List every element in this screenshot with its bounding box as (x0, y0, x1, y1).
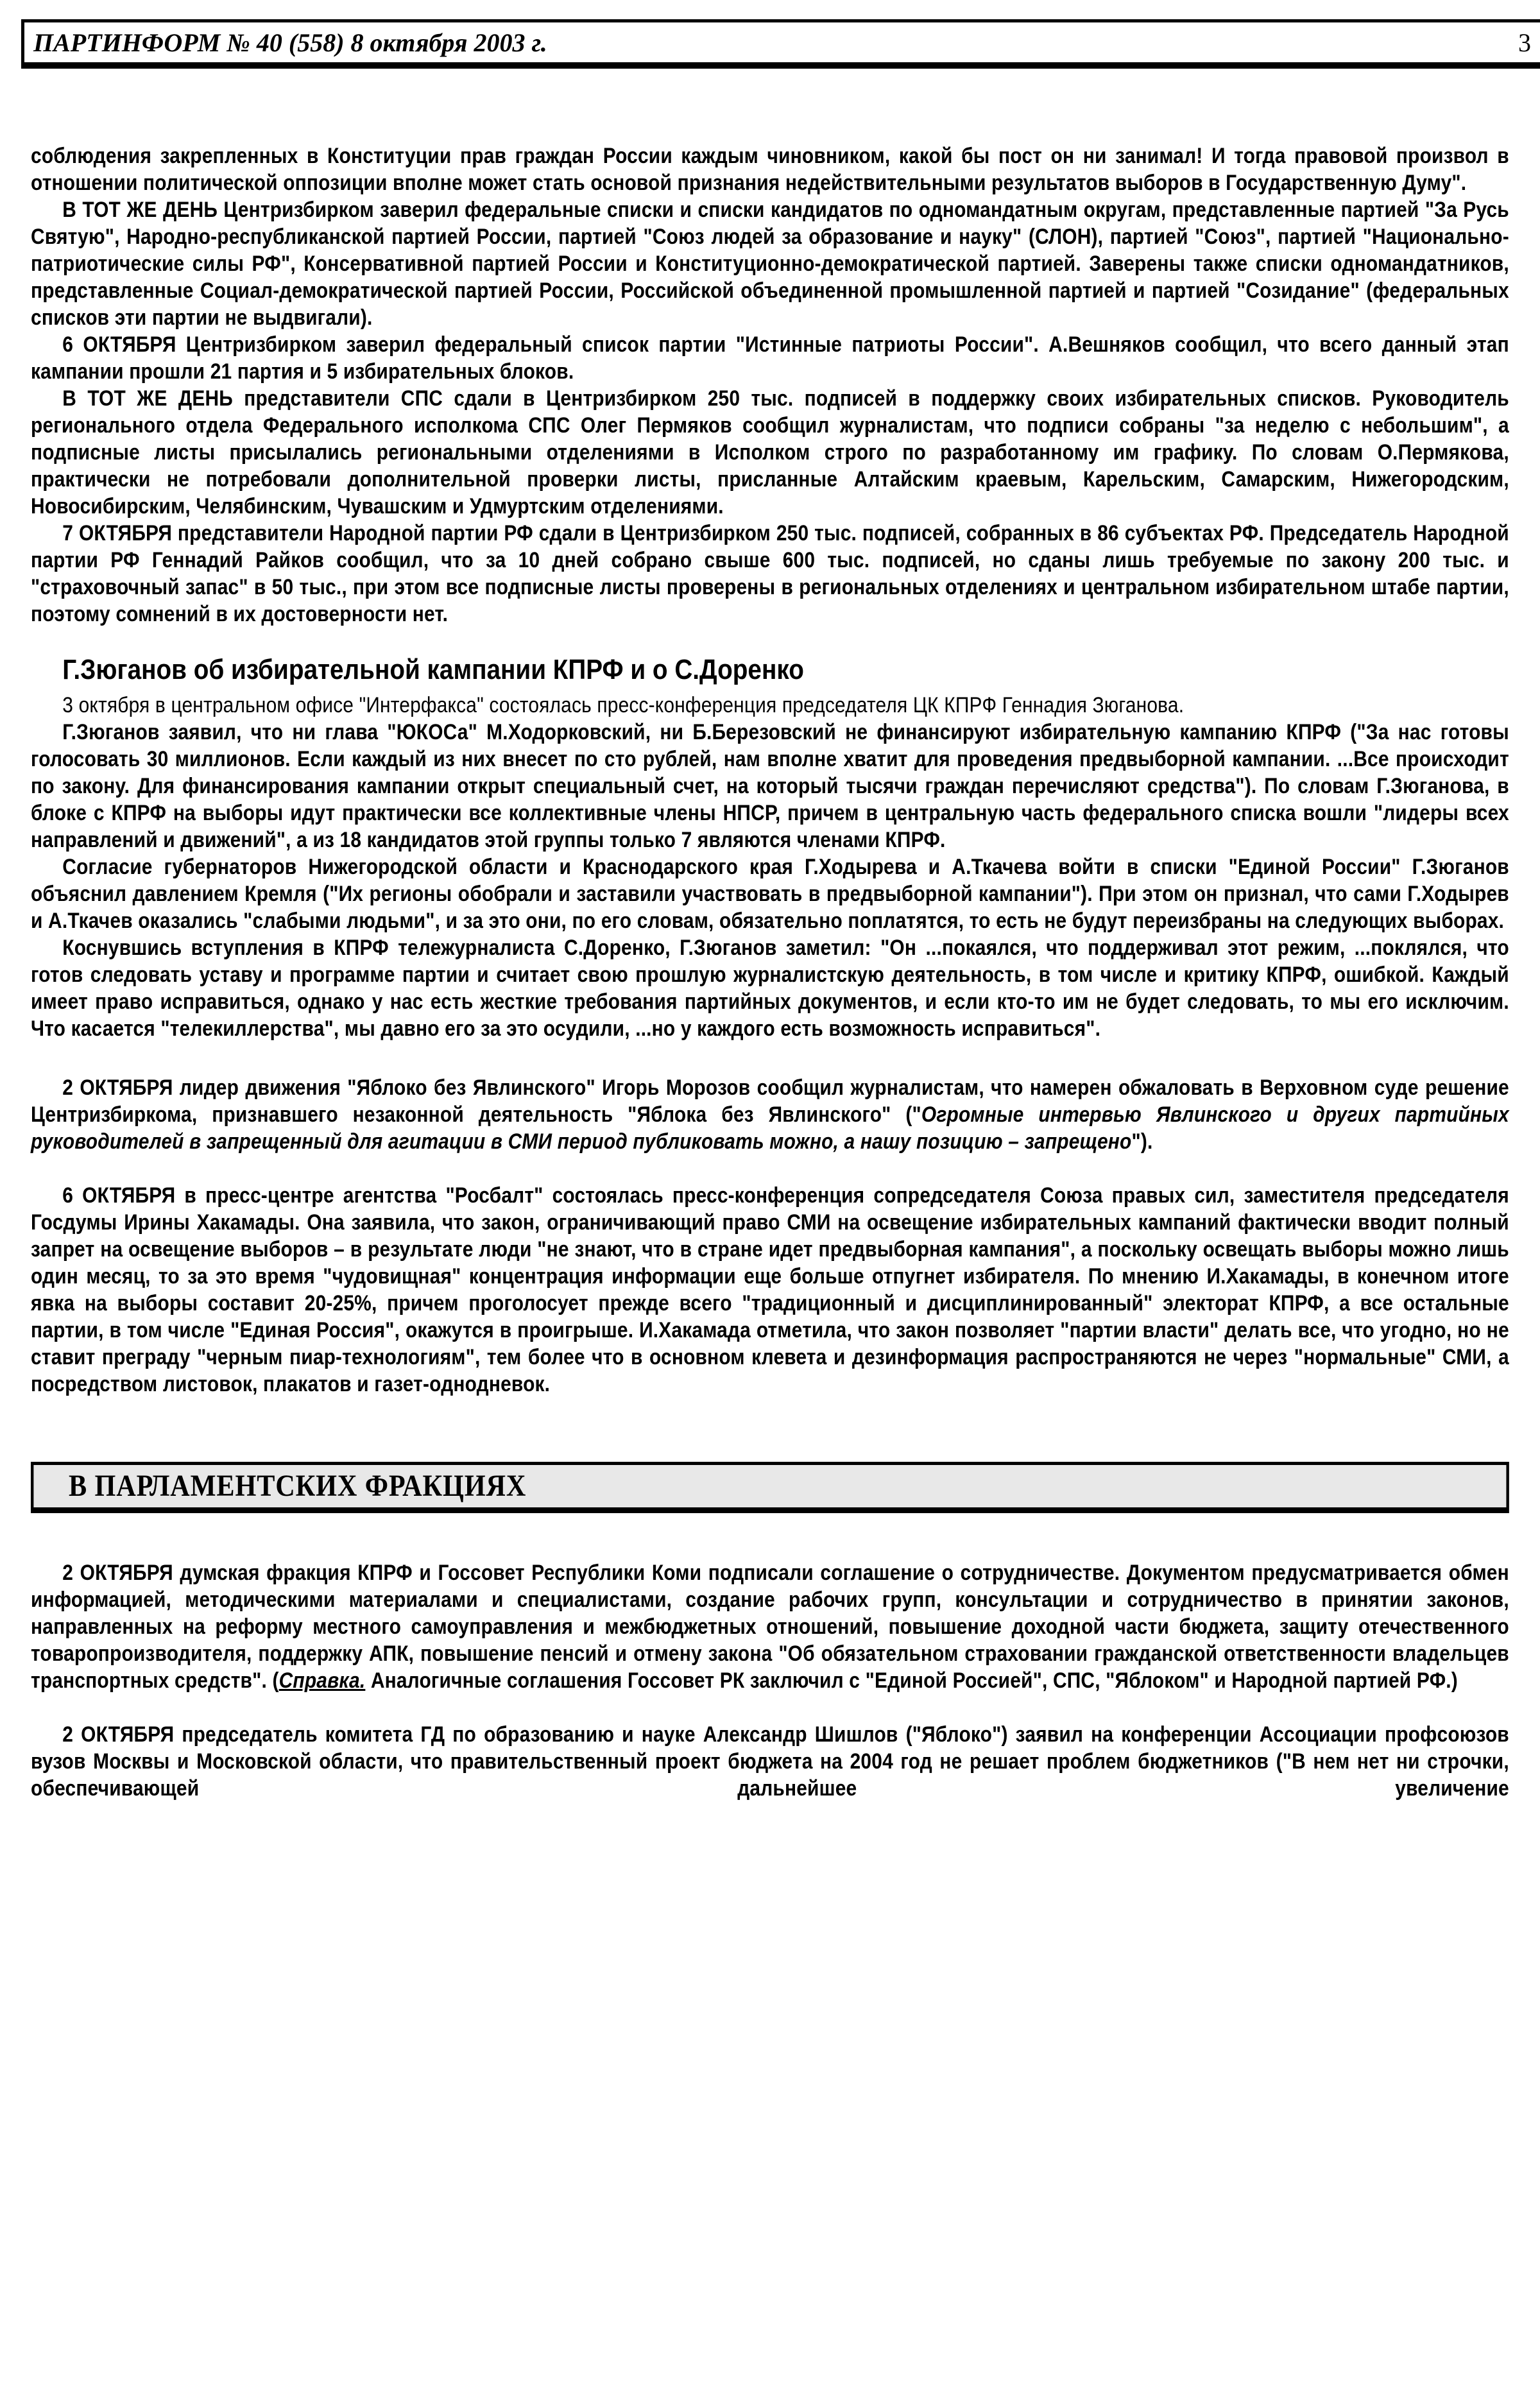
paragraph-kprf-komi (31, 1559, 1509, 1694)
yabloko-quote: Огромные интервью Явлинского и других партийных руководителей в запрещенный для агитации в СМИ период публиковать можно, а нашу позицию – запрещено (31, 1102, 1509, 1154)
yabloko-suffix: "). (1131, 1129, 1153, 1154)
page-number: 3 (1518, 28, 1531, 57)
paragraph-cec-lists: В ТОТ ЖЕ ДЕНЬ Центризбирком заверил федеральные списки и списки кандидатов по одномандатным округам, представленные партией "За Русь Святую", Народно-республиканской партией России, партией "Союз людей за образование и науку" (СЛОН), партией "Союз", партией "Национально-патриотические силы РФ", Консервативной партией России и Конституционно-демократической партией. Заверены также списки одномандатников, представленные Социал-демократической партией России, Российской объединенной промышленной партией и партией "Созидание" (федеральных списков эти партии не выдвигали). (31, 198, 1509, 330)
article-heading-zyuganov: Г.Зюганов об избирательной кампании КПРФ и о С.Доренко (62, 654, 804, 685)
paragraph-sps-signatures: В ТОТ ЖЕ ДЕНЬ представители СПС сдали в Центризбирком 250 тыс. подписей в поддержку своих избирательных списков. Руководитель регионального отдела Федерального исполкома СПС Олег Пермяков сообщил журналистам, что подписи собраны "за неделю с небольшим", а подписные листы присылались региональными отделениями в Исполком строго по разработанному им графику. По словам О.Пермякова, практически не потребовали дополнительной проверки листы, присланные Алтайским краевым, Карельским, Самарским, Нижегородским, Новосибирским, Челябинским, Чувашским и Удмуртским отделениями. (31, 386, 1509, 518)
paragraph-yabloko-morozov (31, 1074, 1509, 1155)
paragraph-true-patriots: 6 ОКТЯБРЯ Центризбирком заверил федеральный список партии "Истинные патриоты России". А.Вешняков сообщил, что всего данный этап кампании прошли 21 партия и 5 избирательных блоков. (31, 332, 1509, 384)
paragraph-zyuganov-lead: 3 октября в центральном офисе "Интерфакса" состоялась пресс-конференция председателя ЦК КПРФ Геннадия Зюганова. (62, 693, 1185, 717)
paragraph-zyuganov-dorenko: Коснувшись вступления в КПРФ тележурналиста С.Доренко, Г.Зюганов заметил: "Он ...покаялся, что поддерживал этот режим, ...поклялся, что готов следовать уставу и программе партии и считает свою прошлую журналистскую деятельность, в том числе и критику КПРФ, ошибкой. Каждый имеет право исправиться, однако у нас есть жесткие требования партийных документов, и если кто-то им не будет следовать, то мы его исключим. Что касается "телекиллерства", мы давно его за это осудили, ...но у каждого есть возможность исправиться". (31, 936, 1509, 1041)
page-header (21, 19, 1540, 69)
paragraph-peoples-party-signatures: 7 ОКТЯБРЯ представители Народной партии РФ сдали в Центризбирком 250 тыс. подписей, собранных в 86 субъектах РФ. Председатель Народной партии РФ Геннадий Райков сообщил, что за 10 дней собрано свыше 600 тыс. подписей, но сданы лишь требуемые по закону 200 тыс. и "страховочный запас" в 50 тыс., при этом все подписные листы проверены в региональных отделениях и центральном избирательном штабе партии, поэтому сомнений в их достоверности нет. (31, 521, 1509, 626)
paragraph-continuation: соблюдения закрепленных в Конституции прав граждан России каждым чиновником, какой бы пост он ни занимал! И тогда правовой произвол в отношении политической оппозиции вполне может стать основой признания недействительными результатов выборов в Государственную Думу". (31, 144, 1509, 195)
kprf-komi-suffix: Аналогичные соглашения Госсовет РК заключил с "Единой Россией", СПС, "Яблоком" и Народной партией РФ.) (365, 1668, 1458, 1693)
paragraph-zyuganov-financing: Г.Зюганов заявил, что ни глава "ЮКОСа" М.Ходорковский, ни Б.Березовский не финансируют избирательную кампанию КПРФ ("За нас готовы голосовать 30 миллионов. Если каждый из них внесет по сто рублей, нам вполне хватит для проведения предвыборной кампании. ...Все происходит по закону. Для финансирования кампании открыт специальный счет, на который тысячи граждан перечисляют средства"). По словам Г.Зюганова, в блоке с КПРФ на выборы идут практически все коллективные члены НПСР, причем в центральную часть федерального списка вошли "лидеры всех направлений и движений", а из 18 кандидатов этой группы только 7 являются членами КПРФ. (31, 720, 1509, 852)
section-header-parliament-fractions (31, 1462, 1509, 1513)
issue-title: ПАРТИНФОРМ № 40 (558) 8 октября 2003 г. (33, 28, 547, 57)
section-title: В ПАРЛАМЕНТСКИХ ФРАКЦИЯХ (68, 1469, 527, 1503)
kprf-komi-prefix: 2 ОКТЯБРЯ думская фракция КПРФ и Госсовет Республики Коми подписали соглашение о сотрудничестве. Документом предусматривается обмен информацией, методическими материалами и специалистами, создание рабочих групп, консультации и сотрудничество в принятии законов, направленных на реформу местного самоуправления и межбюджетных отношений, повышение доходной части бюджета, защиту отечественного товаропроизводителя, поддержку АПК, повышение пенсий и отмену закона "Об обязательном страховании гражданской ответственности владельцев транспортных средств". ( (31, 1561, 1509, 1693)
paragraph-khakamada: 6 ОКТЯБРЯ в пресс-центре агентства "Росбалт" состоялась пресс-конференция сопредседателя Союза правых сил, заместителя председателя Госдумы Ирины Хакамады. Она заявила, что закон, ограничивающий право СМИ на освещение избирательных кампаний фактически вводит полный запрет на освещение выборов – в результате люди "не знают, что в стране идет предвыборная кампания", а поскольку освещать выборы можно лишь один месяц, то за это время "чудовищная" концентрация информации еще больше отпугнет избирателя. По мнению И.Хакамады, в конечном итоге явка на выборы составит 20-25%, причем проголосует прежде всего "традиционный и дисциплинированный" электорат КПРФ, а все остальные партии, в том числе "Единая Россия", окажутся в проигрыше. И.Хакамада отметила, что закон позволяет "партии власти" делать все, что угодно, но не ставит преграду "черным пиар-технологиям", тем более что в основном клевета и дезинформация распространяются не через "нормальные" СМИ, а посредством листовок, плакатов и газет-однодневок. (31, 1183, 1509, 1396)
paragraph-shishlov: 2 ОКТЯБРЯ председатель комитета ГД по образованию и науке Александр Шишлов ("Яблоко") заявил на конференции Ассоциации профсоюзов вузов Москвы и Московской области, что правительственный проект бюджета на 2004 год не решает проблем бюджетников ("В нем нет ни строчки, обеспечивающей дальнейшее увеличение (31, 1722, 1509, 1801)
spravka-label: Справка. (278, 1668, 366, 1693)
yabloko-prefix: 2 ОКТЯБРЯ лидер движения "Яблоко без Явлинского" Игорь Морозов сообщил журналистам, что намерен обжаловать в Верховном суде решение Центризбиркома, признавшего незаконной деятельность "Яблока без Явлинского" (" (31, 1075, 1509, 1127)
paragraph-zyuganov-governors: Согласие губернаторов Нижегородской области и Краснодарского края Г.Ходырева и А.Ткачева войти в списки "Единой России" Г.Зюганов объяснил давлением Кремля ("Их регионы обобрали и заставили участвовать в предвыборной кампании"). При этом он признал, что сами Г.Ходырев и А.Ткачев оказались "слабыми людьми", и за это они, по его словам, обязательно поплатятся, то есть не будут переизбраны на следующих выборах. (31, 855, 1509, 933)
page-body (31, 142, 1509, 1802)
